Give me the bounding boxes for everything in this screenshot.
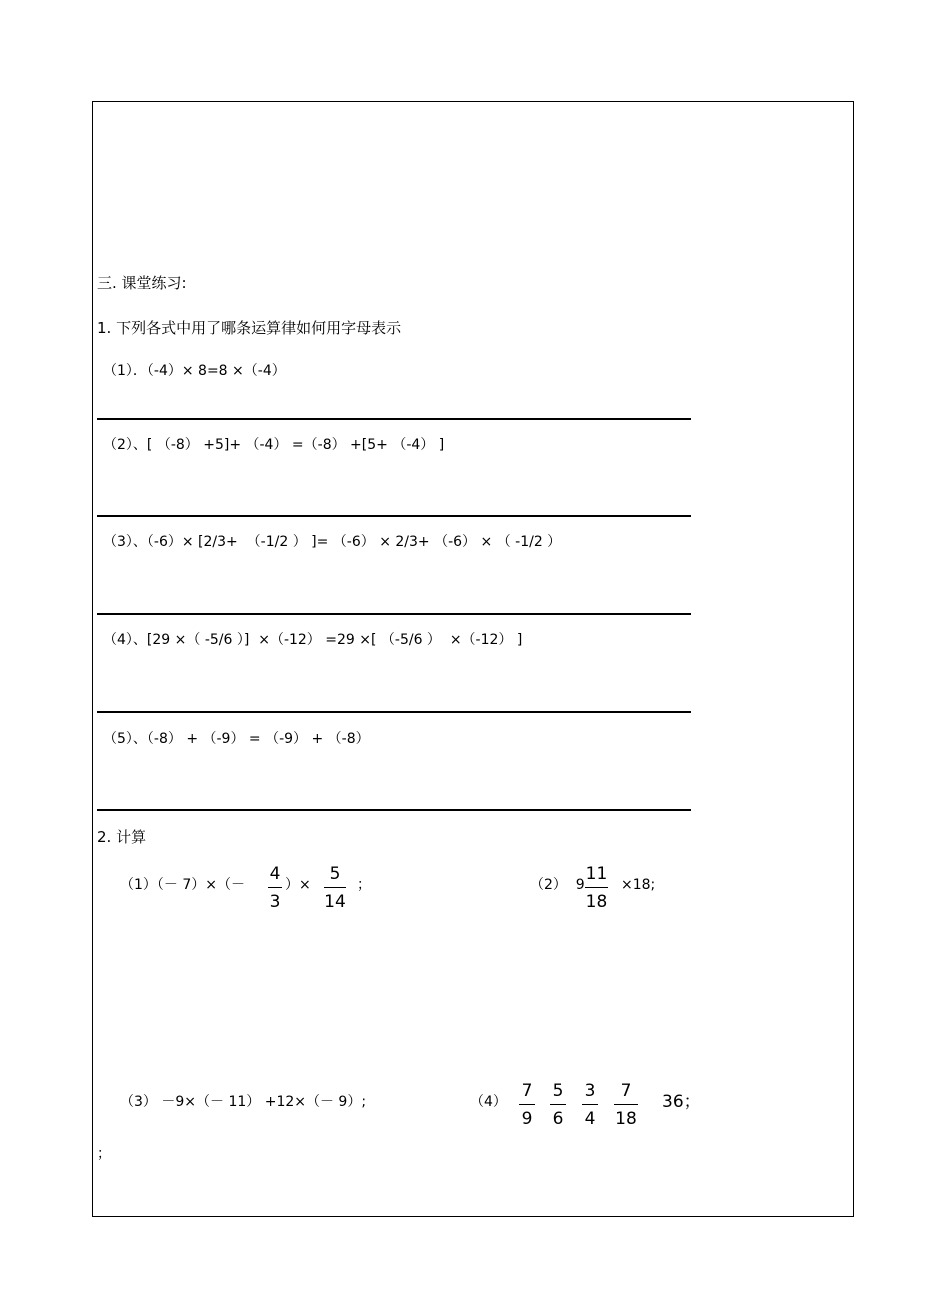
numerator: 3 (584, 1081, 596, 1101)
q1-item-5: （5）、（-8） + （-9） = （-9） + （-8） (103, 731, 370, 747)
denominator: 3 (269, 892, 281, 912)
q2-prompt: 2. 计算 (97, 828, 147, 846)
q2-p4-fraction-1 (519, 1083, 535, 1128)
answer-line-4 (97, 711, 691, 713)
denominator: 14 (324, 892, 346, 912)
q2-p2-label: （2） 9 (530, 877, 585, 893)
fraction-bar (519, 1104, 535, 1105)
q1-item-1: （1）．（-4）× 8=8 ×（-4） (103, 363, 286, 379)
numerator: 7 (620, 1081, 632, 1101)
section-heading: 三. 课堂练习: (97, 274, 187, 292)
numerator: 5 (552, 1081, 564, 1101)
q2-p4-label: （4） (470, 1094, 507, 1110)
fraction-bar (550, 1104, 566, 1105)
numerator: 11 (585, 864, 608, 884)
fraction-bar (324, 887, 346, 888)
q2-p1-tail: ； (357, 877, 371, 893)
answer-line-5 (97, 809, 691, 811)
numerator: 7 (521, 1081, 533, 1101)
denominator: 4 (584, 1109, 596, 1129)
q1-item-4: （4）、[29 ×（ -5/6 ）] ×（-12） =29 ×[ （-5/6 ） ×（-12） ] (103, 632, 523, 648)
answer-line-1 (97, 418, 691, 420)
q1-item-3: （3）、（-6）× [2/3+ （-1/2 ） ]= （-6） × 2/3+ （-6） × （ -1/2 ） (103, 534, 562, 550)
q2-p2-fraction (585, 866, 608, 911)
worksheet-frame (92, 101, 854, 1217)
q1-prompt: 1. 下列各式中用了哪条运算律如何用字母表示 (97, 319, 402, 337)
q2-p1-mid: ）× (285, 877, 311, 893)
numerator: 4 (269, 864, 281, 884)
fraction-bar (268, 887, 282, 888)
q2-p4-fraction-4 (614, 1083, 638, 1128)
q2-p1-fraction-1 (268, 866, 282, 911)
q2-p1-lead: （1）（－ 7）×（－ (120, 877, 245, 893)
answer-line-3 (97, 613, 691, 615)
q2-p4-fraction-2 (550, 1083, 566, 1128)
q2-p1-fraction-2 (324, 866, 346, 911)
fraction-bar (582, 1104, 598, 1105)
q2-p2-tail: ×18; (621, 877, 656, 893)
fraction-bar (585, 887, 608, 888)
q1-item-2: （2）、[ （-8） +5]+ （-4） =（-8） +[5+ （-4） ] (103, 437, 445, 453)
q2-p3: （3） －9×（－ 11） +12×（－ 9）; (120, 1094, 367, 1110)
fraction-bar (614, 1104, 638, 1105)
denominator: 18 (615, 1109, 637, 1129)
numerator: 5 (329, 864, 341, 884)
q2-p4-fraction-3 (582, 1083, 598, 1128)
denominator: 18 (585, 892, 608, 912)
answer-line-2 (97, 515, 691, 517)
denominator: 6 (552, 1109, 564, 1129)
trailing-semicolon: ； (97, 1146, 111, 1162)
q2-p4-tail: 36； (662, 1092, 701, 1112)
denominator: 9 (521, 1109, 533, 1129)
